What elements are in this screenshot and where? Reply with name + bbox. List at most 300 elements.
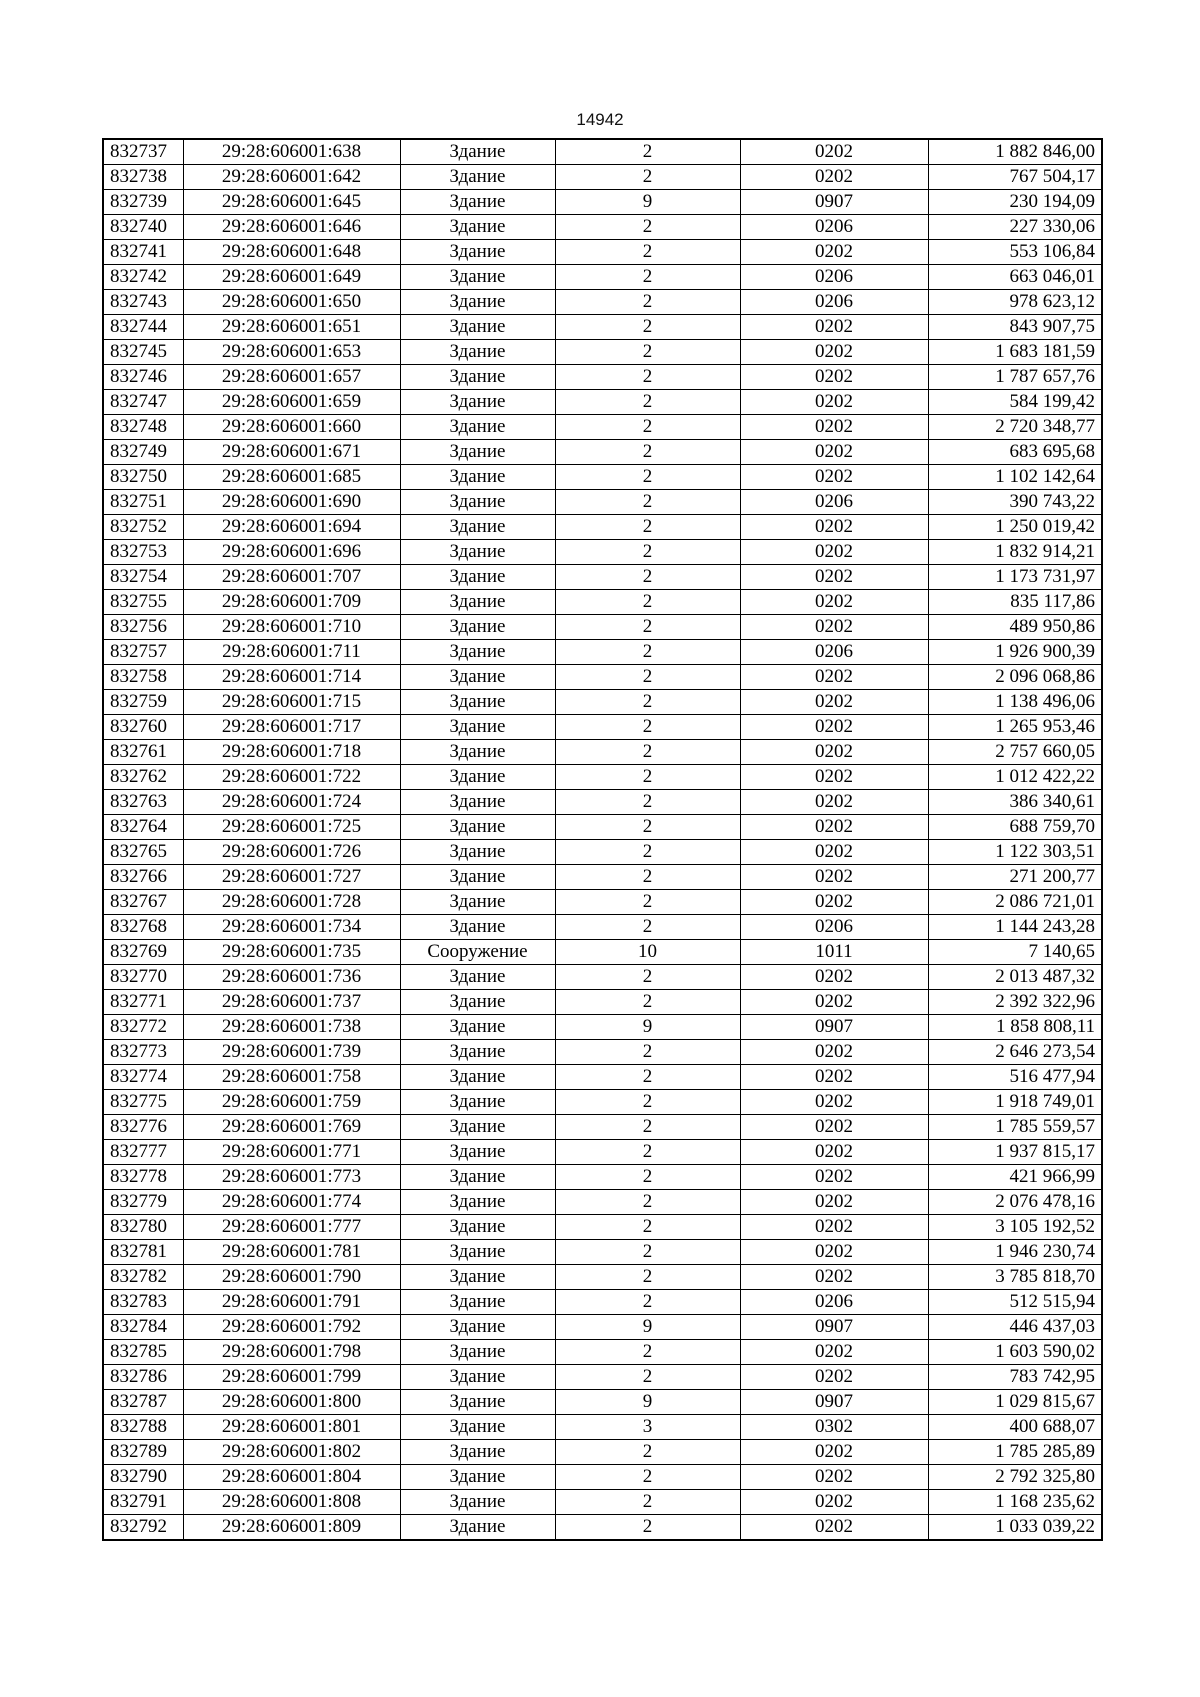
object-type-cell: Здание: [400, 915, 555, 940]
cadastral-value-cell: 3 105 192,52: [928, 1215, 1102, 1240]
object-type-cell: Здание: [400, 790, 555, 815]
cadastral-value-cell: 978 623,12: [928, 290, 1102, 315]
cadastral-value-cell: 227 330,06: [928, 215, 1102, 240]
cadastral-number-cell: 29:28:606001:736: [183, 965, 400, 990]
cadastral-value-cell: 1 858 808,11: [928, 1015, 1102, 1040]
code-cell: 0202: [740, 139, 928, 165]
object-type-cell: Здание: [400, 1290, 555, 1315]
code-cell: 0202: [740, 165, 928, 190]
group-cell: 2: [555, 1215, 740, 1240]
table-row: [103, 940, 1102, 965]
cadastral-value-cell: 843 907,75: [928, 315, 1102, 340]
cadastral-number-cell: 29:28:606001:690: [183, 490, 400, 515]
cadastral-number-cell: 29:28:606001:728: [183, 890, 400, 915]
cadastral-value-cell: 683 695,68: [928, 440, 1102, 465]
table-row: [103, 215, 1102, 240]
cadastral-value-cell: 516 477,94: [928, 1065, 1102, 1090]
table-row: [103, 190, 1102, 215]
object-type-cell: Здание: [400, 1015, 555, 1040]
group-cell: 2: [555, 965, 740, 990]
code-cell: 0202: [740, 740, 928, 765]
object-type-cell: Здание: [400, 1040, 555, 1065]
group-cell: 2: [555, 1040, 740, 1065]
row-number-cell: 832756: [103, 615, 183, 640]
code-cell: 0206: [740, 1290, 928, 1315]
cadastral-value-cell: 230 194,09: [928, 190, 1102, 215]
group-cell: 2: [555, 1515, 740, 1541]
table-row: [103, 815, 1102, 840]
code-cell: 0202: [740, 1490, 928, 1515]
object-type-cell: Здание: [400, 740, 555, 765]
group-cell: 2: [555, 490, 740, 515]
code-cell: 0907: [740, 1315, 928, 1340]
object-type-cell: Здание: [400, 290, 555, 315]
cadastral-value-cell: 2 076 478,16: [928, 1190, 1102, 1215]
row-number-cell: 832746: [103, 365, 183, 390]
code-cell: 0202: [740, 1190, 928, 1215]
table-row: [103, 665, 1102, 690]
cadastral-number-cell: 29:28:606001:722: [183, 765, 400, 790]
group-cell: 9: [555, 190, 740, 215]
cadastral-value-cell: 3 785 818,70: [928, 1265, 1102, 1290]
group-cell: 2: [555, 815, 740, 840]
cadastral-value-cell: 1 250 019,42: [928, 515, 1102, 540]
object-type-cell: Здание: [400, 215, 555, 240]
cadastral-number-cell: 29:28:606001:735: [183, 940, 400, 965]
cadastral-value-cell: 584 199,42: [928, 390, 1102, 415]
object-type-cell: Здание: [400, 690, 555, 715]
cadastral-number-cell: 29:28:606001:809: [183, 1515, 400, 1541]
object-type-cell: Здание: [400, 590, 555, 615]
cadastral-value-cell: 2 392 322,96: [928, 990, 1102, 1015]
cadastral-number-cell: 29:28:606001:718: [183, 740, 400, 765]
group-cell: 2: [555, 1115, 740, 1140]
cadastral-value-cell: 1 168 235,62: [928, 1490, 1102, 1515]
object-type-cell: Здание: [400, 1215, 555, 1240]
cadastral-value-cell: 489 950,86: [928, 615, 1102, 640]
code-cell: 0202: [740, 340, 928, 365]
group-cell: 2: [555, 365, 740, 390]
code-cell: 0202: [740, 840, 928, 865]
row-number-cell: 832759: [103, 690, 183, 715]
cadastral-value-cell: 688 759,70: [928, 815, 1102, 840]
group-cell: 2: [555, 865, 740, 890]
cadastral-value-cell: 446 437,03: [928, 1315, 1102, 1340]
group-cell: 2: [555, 1265, 740, 1290]
cadastral-number-cell: 29:28:606001:773: [183, 1165, 400, 1190]
row-number-cell: 832787: [103, 1390, 183, 1415]
cadastral-number-cell: 29:28:606001:801: [183, 1415, 400, 1440]
cadastral-number-cell: 29:28:606001:800: [183, 1390, 400, 1415]
row-number-cell: 832788: [103, 1415, 183, 1440]
code-cell: 0202: [740, 1215, 928, 1240]
group-cell: 2: [555, 1365, 740, 1390]
code-cell: 0206: [740, 490, 928, 515]
row-number-cell: 832738: [103, 165, 183, 190]
row-number-cell: 832739: [103, 190, 183, 215]
cadastral-number-cell: 29:28:606001:808: [183, 1490, 400, 1515]
object-type-cell: Здание: [400, 240, 555, 265]
cadastral-number-cell: 29:28:606001:725: [183, 815, 400, 840]
group-cell: 9: [555, 1015, 740, 1040]
row-number-cell: 832751: [103, 490, 183, 515]
code-cell: 0202: [740, 765, 928, 790]
object-type-cell: Здание: [400, 1365, 555, 1390]
object-type-cell: Здание: [400, 1315, 555, 1340]
table-row: [103, 1415, 1102, 1440]
object-type-cell: Здание: [400, 1165, 555, 1190]
row-number-cell: 832785: [103, 1340, 183, 1365]
row-number-cell: 832741: [103, 240, 183, 265]
cadastral-number-cell: 29:28:606001:714: [183, 665, 400, 690]
cadastral-number-cell: 29:28:606001:771: [183, 1140, 400, 1165]
group-cell: 2: [555, 765, 740, 790]
row-number-cell: 832757: [103, 640, 183, 665]
table-row: [103, 1490, 1102, 1515]
object-type-cell: Здание: [400, 1415, 555, 1440]
row-number-cell: 832780: [103, 1215, 183, 1240]
table-row: [103, 415, 1102, 440]
table-row: [103, 790, 1102, 815]
cadastral-number-cell: 29:28:606001:792: [183, 1315, 400, 1340]
object-type-cell: Здание: [400, 1090, 555, 1115]
cadastral-number-cell: 29:28:606001:711: [183, 640, 400, 665]
code-cell: 0202: [740, 965, 928, 990]
object-type-cell: Здание: [400, 565, 555, 590]
row-number-cell: 832762: [103, 765, 183, 790]
cadastral-value-cell: 1 033 039,22: [928, 1515, 1102, 1541]
page-number: 14942: [576, 110, 624, 129]
code-cell: 0907: [740, 190, 928, 215]
table-row: [103, 1515, 1102, 1541]
cadastral-value-cell: 400 688,07: [928, 1415, 1102, 1440]
group-cell: 2: [555, 1240, 740, 1265]
group-cell: 3: [555, 1415, 740, 1440]
table-row: [103, 265, 1102, 290]
code-cell: 0202: [740, 1340, 928, 1365]
row-number-cell: 832745: [103, 340, 183, 365]
code-cell: 0202: [740, 315, 928, 340]
cadastral-value-cell: 553 106,84: [928, 240, 1102, 265]
cadastral-number-cell: 29:28:606001:781: [183, 1240, 400, 1265]
group-cell: 9: [555, 1315, 740, 1340]
object-type-cell: Здание: [400, 1065, 555, 1090]
object-type-cell: Здание: [400, 515, 555, 540]
object-type-cell: Здание: [400, 490, 555, 515]
cadastral-value-cell: 1 144 243,28: [928, 915, 1102, 940]
group-cell: 2: [555, 715, 740, 740]
group-cell: 2: [555, 840, 740, 865]
group-cell: 2: [555, 915, 740, 940]
group-cell: 2: [555, 139, 740, 165]
cadastral-number-cell: 29:28:606001:769: [183, 1115, 400, 1140]
group-cell: 2: [555, 1090, 740, 1115]
table-row: [103, 365, 1102, 390]
code-cell: 0206: [740, 640, 928, 665]
object-type-cell: Здание: [400, 1240, 555, 1265]
object-type-cell: Здание: [400, 139, 555, 165]
cadastral-number-cell: 29:28:606001:790: [183, 1265, 400, 1290]
table-row: [103, 540, 1102, 565]
object-type-cell: Здание: [400, 1140, 555, 1165]
cadastral-number-cell: 29:28:606001:707: [183, 565, 400, 590]
table-row: [103, 165, 1102, 190]
object-type-cell: Здание: [400, 1490, 555, 1515]
object-type-cell: Здание: [400, 865, 555, 890]
row-number-cell: 832763: [103, 790, 183, 815]
group-cell: 2: [555, 565, 740, 590]
cadastral-value-cell: 1 946 230,74: [928, 1240, 1102, 1265]
code-cell: 0202: [740, 1040, 928, 1065]
table-row: [103, 1040, 1102, 1065]
table-row: [103, 615, 1102, 640]
code-cell: 0202: [740, 415, 928, 440]
row-number-cell: 832758: [103, 665, 183, 690]
object-type-cell: Здание: [400, 440, 555, 465]
cadastral-value-cell: 421 966,99: [928, 1165, 1102, 1190]
table-row: [103, 1265, 1102, 1290]
table-row: [103, 340, 1102, 365]
table-row: [103, 965, 1102, 990]
group-cell: 2: [555, 240, 740, 265]
table-row: [103, 1290, 1102, 1315]
cadastral-number-cell: 29:28:606001:660: [183, 415, 400, 440]
cadastral-number-cell: 29:28:606001:653: [183, 340, 400, 365]
row-number-cell: 832772: [103, 1015, 183, 1040]
code-cell: 0206: [740, 290, 928, 315]
cadastral-value-cell: 783 742,95: [928, 1365, 1102, 1390]
row-number-cell: 832743: [103, 290, 183, 315]
cadastral-value-cell: 1 102 142,64: [928, 465, 1102, 490]
object-type-cell: Здание: [400, 415, 555, 440]
code-cell: 0202: [740, 590, 928, 615]
object-type-cell: Здание: [400, 1390, 555, 1415]
cadastral-value-cell: 2 646 273,54: [928, 1040, 1102, 1065]
row-number-cell: 832747: [103, 390, 183, 415]
row-number-cell: 832761: [103, 740, 183, 765]
row-number-cell: 832778: [103, 1165, 183, 1190]
cadastral-value-cell: 1 832 914,21: [928, 540, 1102, 565]
object-type-cell: Здание: [400, 1340, 555, 1365]
object-type-cell: Здание: [400, 165, 555, 190]
table-row: [103, 1115, 1102, 1140]
code-cell: 0202: [740, 615, 928, 640]
group-cell: 2: [555, 690, 740, 715]
code-cell: 0907: [740, 1390, 928, 1415]
row-number-cell: 832740: [103, 215, 183, 240]
cadastral-number-cell: 29:28:606001:734: [183, 915, 400, 940]
table-row: [103, 515, 1102, 540]
code-cell: 0202: [740, 390, 928, 415]
group-cell: 2: [555, 1465, 740, 1490]
row-number-cell: 832770: [103, 965, 183, 990]
cadastral-value-cell: 1 785 559,57: [928, 1115, 1102, 1140]
cadastral-value-cell: 2 013 487,32: [928, 965, 1102, 990]
object-type-cell: Здание: [400, 990, 555, 1015]
table-row: [103, 1165, 1102, 1190]
group-cell: 10: [555, 940, 740, 965]
cadastral-number-cell: 29:28:606001:799: [183, 1365, 400, 1390]
group-cell: 2: [555, 640, 740, 665]
code-cell: 0206: [740, 915, 928, 940]
object-type-cell: Здание: [400, 265, 555, 290]
row-number-cell: 832792: [103, 1515, 183, 1541]
object-type-cell: Здание: [400, 340, 555, 365]
group-cell: 2: [555, 1190, 740, 1215]
table-row: [103, 1315, 1102, 1340]
cadastral-number-cell: 29:28:606001:657: [183, 365, 400, 390]
code-cell: 0202: [740, 1090, 928, 1115]
row-number-cell: 832766: [103, 865, 183, 890]
code-cell: 0202: [740, 565, 928, 590]
cadastral-number-cell: 29:28:606001:638: [183, 139, 400, 165]
code-cell: 0202: [740, 1465, 928, 1490]
row-number-cell: 832775: [103, 1090, 183, 1115]
object-type-cell: Здание: [400, 365, 555, 390]
cadastral-value-cell: 2 792 325,80: [928, 1465, 1102, 1490]
cadastral-number-cell: 29:28:606001:645: [183, 190, 400, 215]
row-number-cell: 832782: [103, 1265, 183, 1290]
table-row: [103, 865, 1102, 890]
row-number-cell: 832742: [103, 265, 183, 290]
cadastral-number-cell: 29:28:606001:650: [183, 290, 400, 315]
group-cell: 2: [555, 515, 740, 540]
object-type-cell: Здание: [400, 465, 555, 490]
row-number-cell: 832750: [103, 465, 183, 490]
group-cell: 2: [555, 540, 740, 565]
code-cell: 0202: [740, 890, 928, 915]
row-number-cell: 832786: [103, 1365, 183, 1390]
cadastral-number-cell: 29:28:606001:709: [183, 590, 400, 615]
cadastral-number-cell: 29:28:606001:759: [183, 1090, 400, 1115]
object-type-cell: Здание: [400, 965, 555, 990]
cadastral-number-cell: 29:28:606001:642: [183, 165, 400, 190]
row-number-cell: 832790: [103, 1465, 183, 1490]
code-cell: 0202: [740, 865, 928, 890]
cadastral-number-cell: 29:28:606001:710: [183, 615, 400, 640]
code-cell: 0202: [740, 515, 928, 540]
object-type-cell: Здание: [400, 1265, 555, 1290]
table-row: [103, 1015, 1102, 1040]
row-number-cell: 832771: [103, 990, 183, 1015]
table-row: [103, 1365, 1102, 1390]
table-row: [103, 1215, 1102, 1240]
object-type-cell: Здание: [400, 765, 555, 790]
cadastral-value-cell: 2 757 660,05: [928, 740, 1102, 765]
code-cell: 0202: [740, 790, 928, 815]
object-type-cell: Здание: [400, 815, 555, 840]
row-number-cell: 832755: [103, 590, 183, 615]
row-number-cell: 832754: [103, 565, 183, 590]
cadastral-value-cell: 1 603 590,02: [928, 1340, 1102, 1365]
group-cell: 2: [555, 340, 740, 365]
object-type-cell: Сооружение: [400, 940, 555, 965]
table-row: [103, 440, 1102, 465]
table-row: [103, 1340, 1102, 1365]
table-row: [103, 390, 1102, 415]
group-cell: 2: [555, 615, 740, 640]
row-number-cell: 832737: [103, 139, 183, 165]
code-cell: 0202: [740, 1140, 928, 1165]
table-row: [103, 740, 1102, 765]
table-row: [103, 640, 1102, 665]
group-cell: 2: [555, 440, 740, 465]
code-cell: 0202: [740, 990, 928, 1015]
row-number-cell: 832760: [103, 715, 183, 740]
group-cell: 2: [555, 1340, 740, 1365]
row-number-cell: 832744: [103, 315, 183, 340]
cadastral-number-cell: 29:28:606001:774: [183, 1190, 400, 1215]
group-cell: 2: [555, 290, 740, 315]
cadastral-value-cell: 1 937 815,17: [928, 1140, 1102, 1165]
group-cell: 2: [555, 465, 740, 490]
cadastral-value-cell: 1 683 181,59: [928, 340, 1102, 365]
cadastral-value-cell: 1 138 496,06: [928, 690, 1102, 715]
row-number-cell: 832768: [103, 915, 183, 940]
table-row: [103, 890, 1102, 915]
cadastral-value-cell: 1 926 900,39: [928, 640, 1102, 665]
object-type-cell: Здание: [400, 315, 555, 340]
cadastral-number-cell: 29:28:606001:651: [183, 315, 400, 340]
code-cell: 0202: [740, 240, 928, 265]
code-cell: 0202: [740, 715, 928, 740]
code-cell: 0202: [740, 465, 928, 490]
code-cell: 0202: [740, 665, 928, 690]
code-cell: 0202: [740, 690, 928, 715]
group-cell: 2: [555, 390, 740, 415]
table-row: [103, 1090, 1102, 1115]
cadastral-number-cell: 29:28:606001:804: [183, 1465, 400, 1490]
code-cell: 0302: [740, 1415, 928, 1440]
code-cell: 0202: [740, 1515, 928, 1541]
cadastral-value-cell: 767 504,17: [928, 165, 1102, 190]
table-row: [103, 290, 1102, 315]
row-number-cell: 832779: [103, 1190, 183, 1215]
code-cell: 1011: [740, 940, 928, 965]
cadastral-number-cell: 29:28:606001:798: [183, 1340, 400, 1365]
object-type-cell: Здание: [400, 1190, 555, 1215]
row-number-cell: 832774: [103, 1065, 183, 1090]
cadastral-number-cell: 29:28:606001:738: [183, 1015, 400, 1040]
object-type-cell: Здание: [400, 615, 555, 640]
cadastral-number-cell: 29:28:606001:659: [183, 390, 400, 415]
registry-table-body: [103, 139, 1102, 1540]
row-number-cell: 832789: [103, 1440, 183, 1465]
cadastral-number-cell: 29:28:606001:791: [183, 1290, 400, 1315]
table-row: [103, 1140, 1102, 1165]
row-number-cell: 832781: [103, 1240, 183, 1265]
object-type-cell: Здание: [400, 840, 555, 865]
table-row: [103, 490, 1102, 515]
registry-table: [102, 138, 1103, 1541]
cadastral-value-cell: 1 029 815,67: [928, 1390, 1102, 1415]
table-row: [103, 465, 1102, 490]
group-cell: 2: [555, 165, 740, 190]
row-number-cell: 832748: [103, 415, 183, 440]
table-row: [103, 1390, 1102, 1415]
group-cell: 9: [555, 1390, 740, 1415]
row-number-cell: 832791: [103, 1490, 183, 1515]
group-cell: 2: [555, 665, 740, 690]
object-type-cell: Здание: [400, 640, 555, 665]
table-row: [103, 240, 1102, 265]
table-row: [103, 590, 1102, 615]
cadastral-number-cell: 29:28:606001:724: [183, 790, 400, 815]
cadastral-value-cell: 1 787 657,76: [928, 365, 1102, 390]
cadastral-value-cell: 1 785 285,89: [928, 1440, 1102, 1465]
cadastral-value-cell: 390 743,22: [928, 490, 1102, 515]
cadastral-value-cell: 1 918 749,01: [928, 1090, 1102, 1115]
